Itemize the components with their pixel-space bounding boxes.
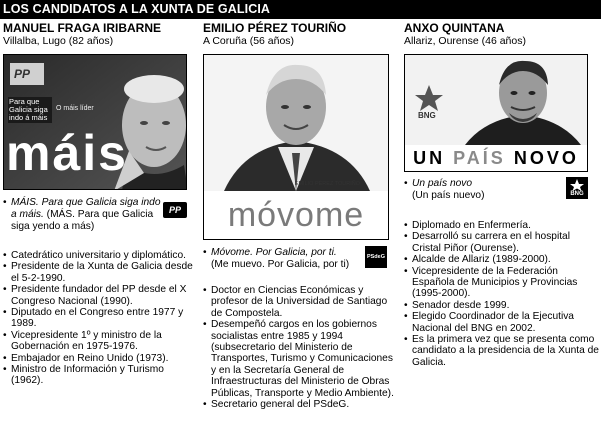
candidate-origin: Villalba, Lugo (82 años): [3, 35, 114, 47]
bio-item: • Elegido Coordinador de la Ejecutiva Nacional del BNG en 2002.: [404, 311, 599, 334]
slogan-translation: (MÁS. Para que Galicia siga yendo a más): [11, 209, 154, 232]
campaign-slogan: [404, 178, 544, 202]
candidate-name: MANUEL FRAGA IRIBARNE: [3, 21, 161, 35]
candidate-origin: A Coruña (56 años): [203, 35, 295, 47]
poster-small-text: O máis líder: [56, 105, 94, 112]
logo-label: PSdeG: [366, 254, 386, 260]
poster-caption: EMILIO PÉREZ TOURIÑO: [294, 181, 360, 187]
logo-label: BNG: [570, 191, 584, 197]
candidate-column-quintana: [404, 21, 599, 48]
campaign-poster-tourino: [203, 54, 389, 240]
bio-item: • Desarrolló su carrera en el hospital Cristal Piñor (Ourense).: [404, 231, 599, 254]
bio-item: • Ministro de Información y Turismo (1962).: [3, 364, 195, 387]
bio-item: • Doctor en Ciencias Económicas y profesor de la Universidad de Santiago de Compostela.: [203, 285, 398, 319]
campaign-slogan: [3, 197, 163, 233]
bio-item: • Vicepresidente de la Federación Española de Municipios y Provincias (1995-2000).: [404, 266, 599, 300]
slogan-original: MÁIS. Para que Galicia siga indo a máis.: [11, 197, 161, 220]
candidate-column-tourino: [203, 21, 399, 48]
bio-item: • Alcalde de Allariz (1989-2000).: [404, 254, 599, 265]
poster-art: [204, 55, 389, 191]
bio-list: [203, 285, 398, 410]
slogan-translation: (Me muevo. Por Galicia, por ti): [211, 259, 350, 270]
poster-party-label: PP: [14, 67, 31, 81]
poster-side-text: Para que Galicia siga indo á máis: [8, 97, 52, 123]
candidate-name: ANXO QUINTANA: [404, 21, 505, 35]
bng-party-logo-icon: [566, 177, 588, 199]
bio-item: • Desempeñó cargos en los gobiernos socialistas entre 1985 y 1994 (subsecretario del Ministerio de Transportes, Turismo y Comunicaciones y en la Secretaría General de Infraestructuras del Ministerio de Obras Públicas, Transporte y Medio Ambiente).: [203, 319, 398, 399]
bio-list: [3, 250, 195, 387]
candidate-origin: Allariz, Ourense (46 años): [404, 35, 526, 47]
slogan-translation: (Un país nuevo): [412, 190, 485, 201]
poster-slogan: [405, 147, 587, 169]
bio-item: • Secretario general del PSdeG.: [203, 399, 398, 410]
logo-label: PP: [168, 205, 181, 215]
campaign-slogan: [203, 247, 361, 271]
bio-item: • Embajador en Reino Unido (1973).: [3, 353, 195, 364]
pp-party-logo-icon: [163, 202, 187, 218]
bio-item: • Presidente de la Xunta de Galicia desde el 5-2-1990.: [3, 261, 195, 284]
bio-item: • Catedrático universitario y diplomático.: [3, 250, 195, 261]
bio-list: [404, 220, 599, 368]
psdeg-party-logo-icon: [365, 246, 387, 268]
bio-item: • Diputado en el Congreso entre 1977 y 1989.: [3, 307, 195, 330]
page-header: LOS CANDIDATOS A LA XUNTA DE GALICIA: [0, 0, 601, 19]
bio-item: • Presidente fundador del PP desde el X Congreso Nacional (1990).: [3, 284, 195, 307]
candidate-name: EMILIO PÉREZ TOURIÑO: [203, 21, 347, 35]
poster-word: UN: [413, 148, 446, 168]
bio-item: • Senador desde 1999.: [404, 300, 599, 311]
candidate-column-fraga: [3, 21, 199, 48]
poster-art: [405, 55, 588, 145]
bio-item: • Diplomado en Enfermería.: [404, 220, 599, 231]
poster-big-word: máis: [6, 125, 128, 181]
slogan-original: Un país novo: [412, 178, 473, 189]
poster-word-highlight: PAÍS: [453, 148, 506, 168]
slogan-original: Móvome. Por Galicia, por ti.: [211, 247, 337, 258]
poster-big-word: móvome: [227, 196, 365, 234]
poster-party-label: BNG: [418, 111, 436, 120]
campaign-poster-quintana: [404, 54, 588, 172]
poster-word: NOVO: [513, 148, 579, 168]
bio-item: • Es la primera vez que se presenta como candidato a la presidencia de la Xunta de Galicia.: [404, 334, 599, 368]
campaign-poster-fraga: [3, 54, 187, 190]
bio-item: • Vicepresidente 1º y ministro de la Gobernación en 1975-1976.: [3, 330, 195, 353]
